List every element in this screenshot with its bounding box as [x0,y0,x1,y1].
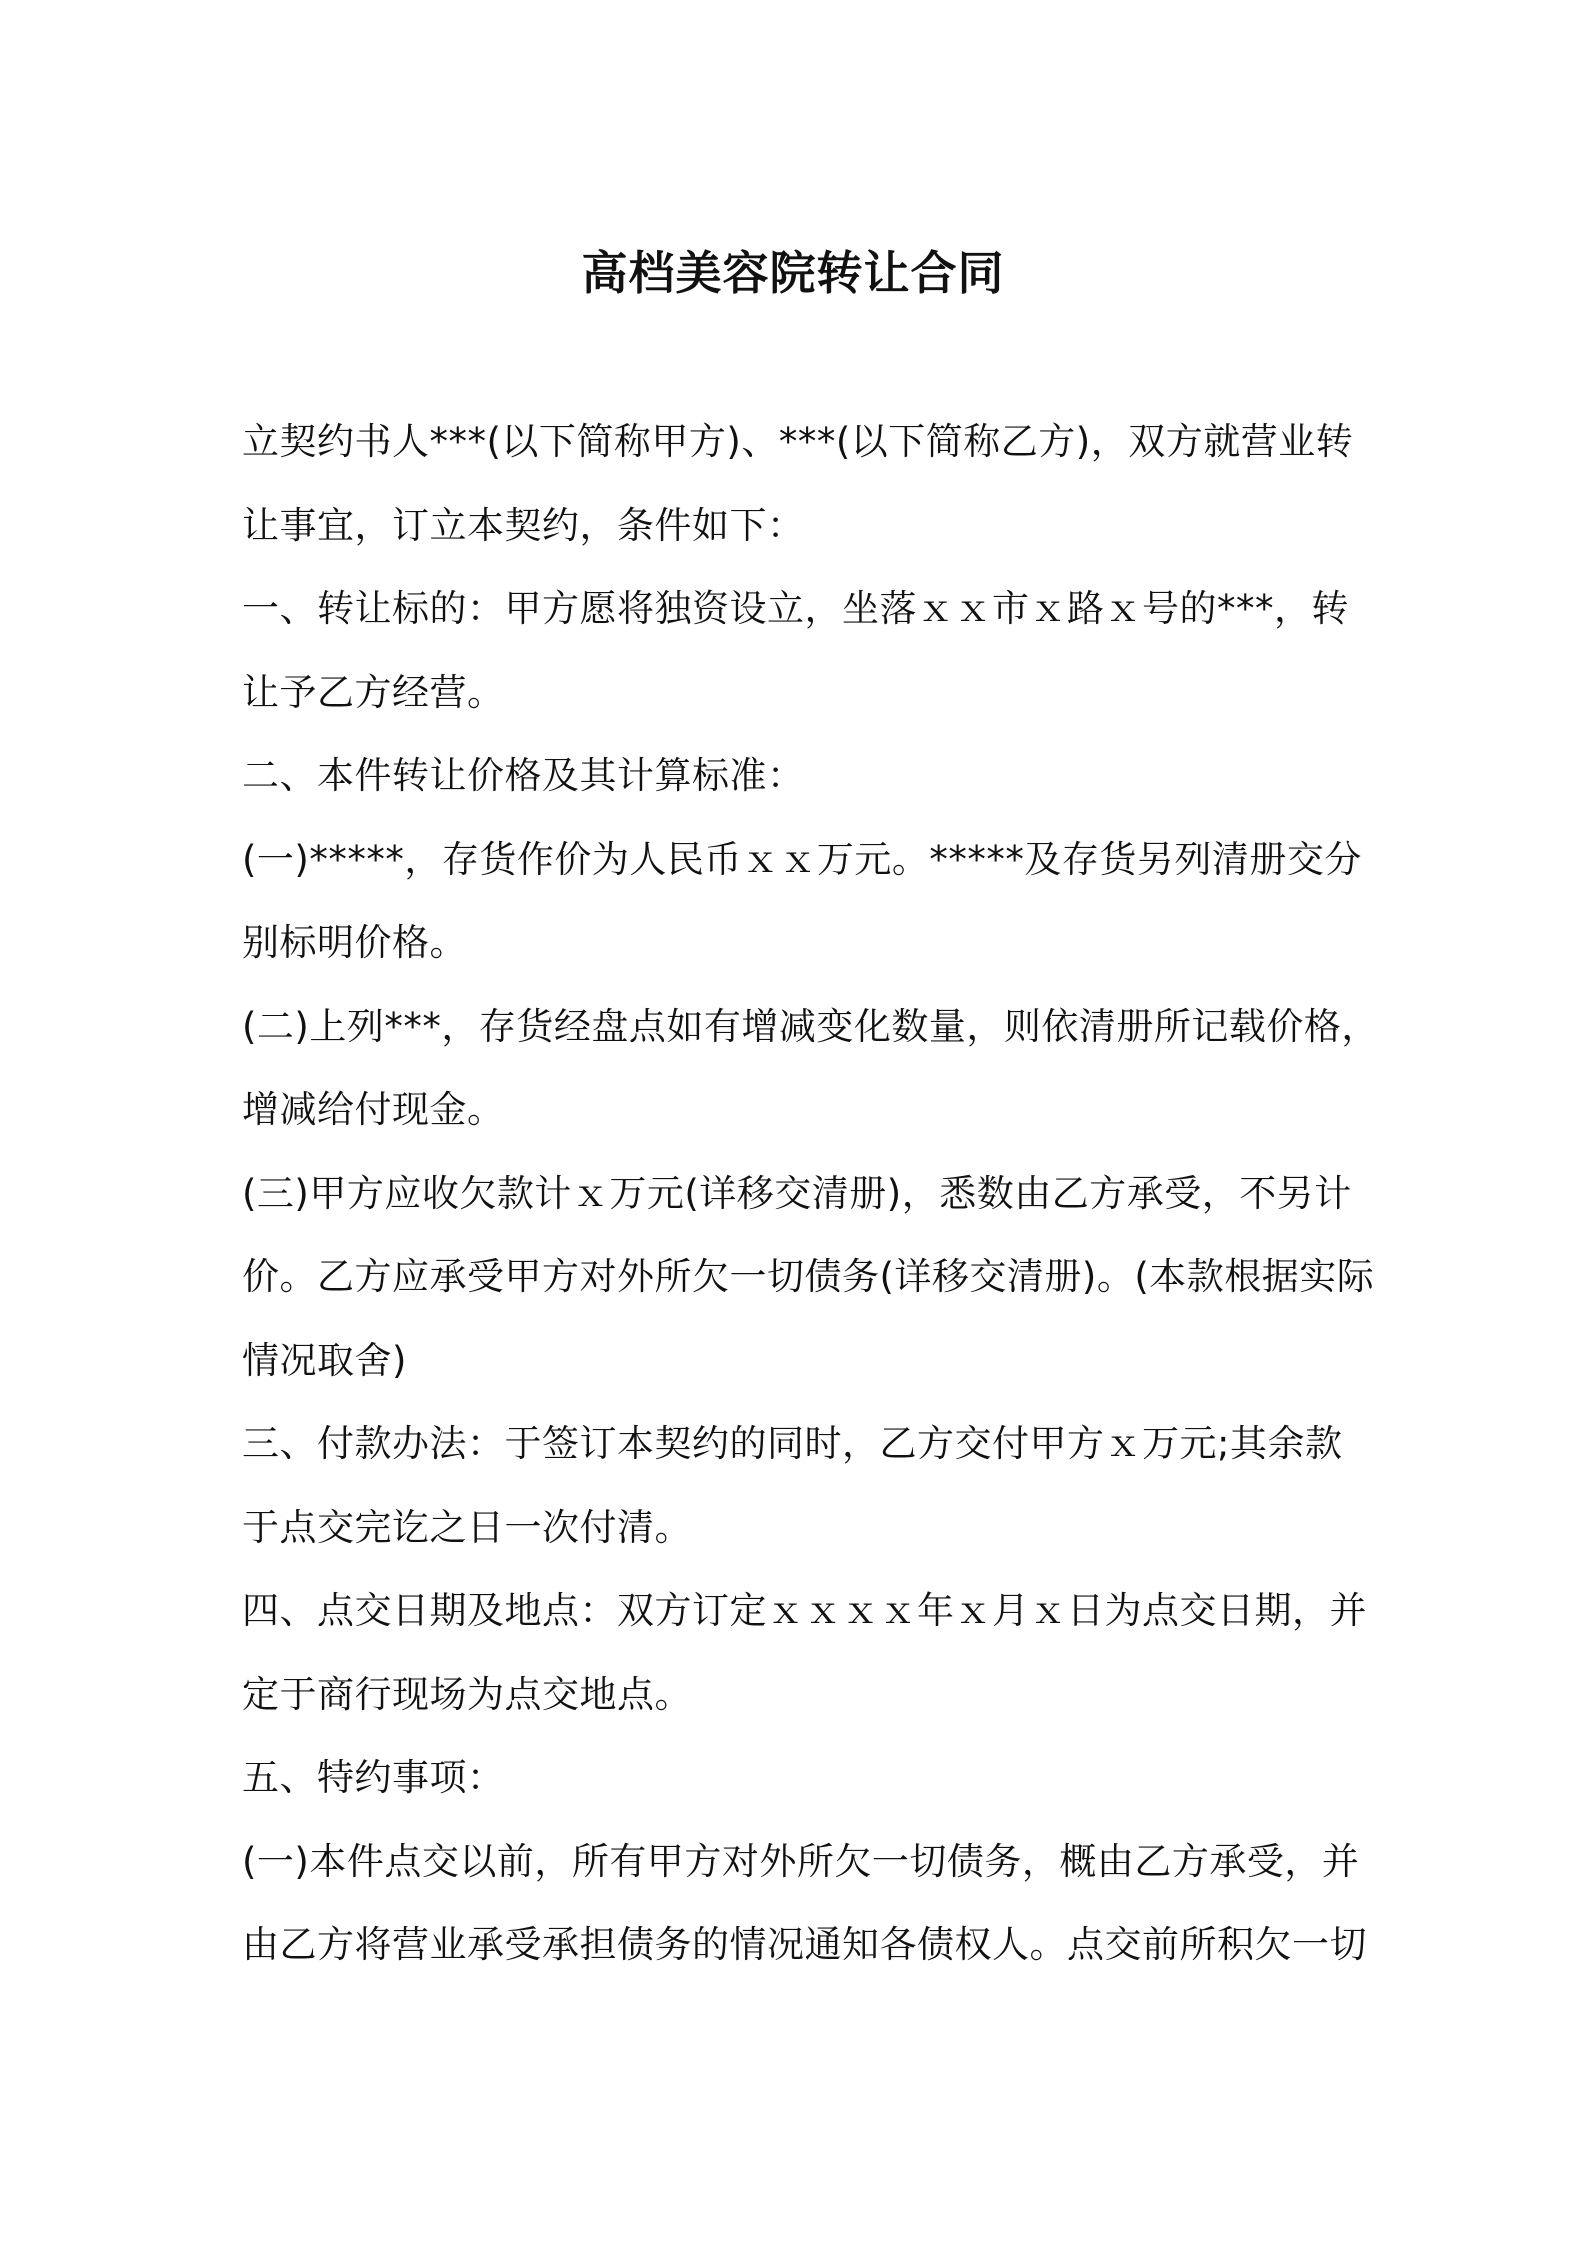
text-line: 五、特约事项： [242,1756,505,1799]
text-line: 定于商行现场为点交地点。 [242,1672,692,1716]
text-line: 四、点交日期及地点：双方订定ｘｘｘｘ年ｘ月ｘ日为点交日期，并 [242,1589,1367,1632]
document-title: 高档美容院转让合同 [581,245,1005,300]
text-line: 一、转让标的：甲方愿将独资设立，坐落ｘｘ市ｘ路ｘ号的***，转 [242,587,1349,630]
text-line: (三)甲方应收欠款计ｘ万元(详移交清册)，悉数由乙方承受，不另计 [242,1171,1352,1215]
text-line: 价。乙方应承受甲方对外所欠一切债务(详移交清册)。(本款根据实际 [242,1255,1375,1298]
text-line: (二)上列***，存货经盘点如有增减变化数量，则依清册所记载价格， [242,1004,1379,1048]
text-line: 由乙方将营业承受承担债务的情况通知各债权人。点交前所积欠一切 [242,1923,1367,1966]
text-line: 让予乙方经营。 [242,670,505,714]
text-line: 情况取舍) [242,1338,407,1382]
text-line: 立契约书人***(以下简称甲方)、***(以下简称乙方)，双方就营业转 [242,420,1354,463]
text-line: 别标明价格。 [242,921,467,964]
contract-body [242,400,1379,1987]
text-line: 二、本件转让价格及其计算标准： [242,754,805,797]
text-line: 增减给付现金。 [242,1088,505,1131]
text-line: (一)*****，存货作价为人民币ｘｘ万元。*****及存货另列清册交分 [242,837,1362,881]
text-line: 于点交完讫之日一次付清。 [242,1505,692,1549]
text-line: (一)本件点交以前，所有甲方对外所欠一切债务，概由乙方承受，并 [242,1839,1360,1883]
text-line: 让事宜，订立本契约，条件如下： [242,503,805,547]
text-line: 三、付款办法：于签订本契约的同时，乙方交付甲方ｘ万元;其余款 [242,1422,1343,1465]
